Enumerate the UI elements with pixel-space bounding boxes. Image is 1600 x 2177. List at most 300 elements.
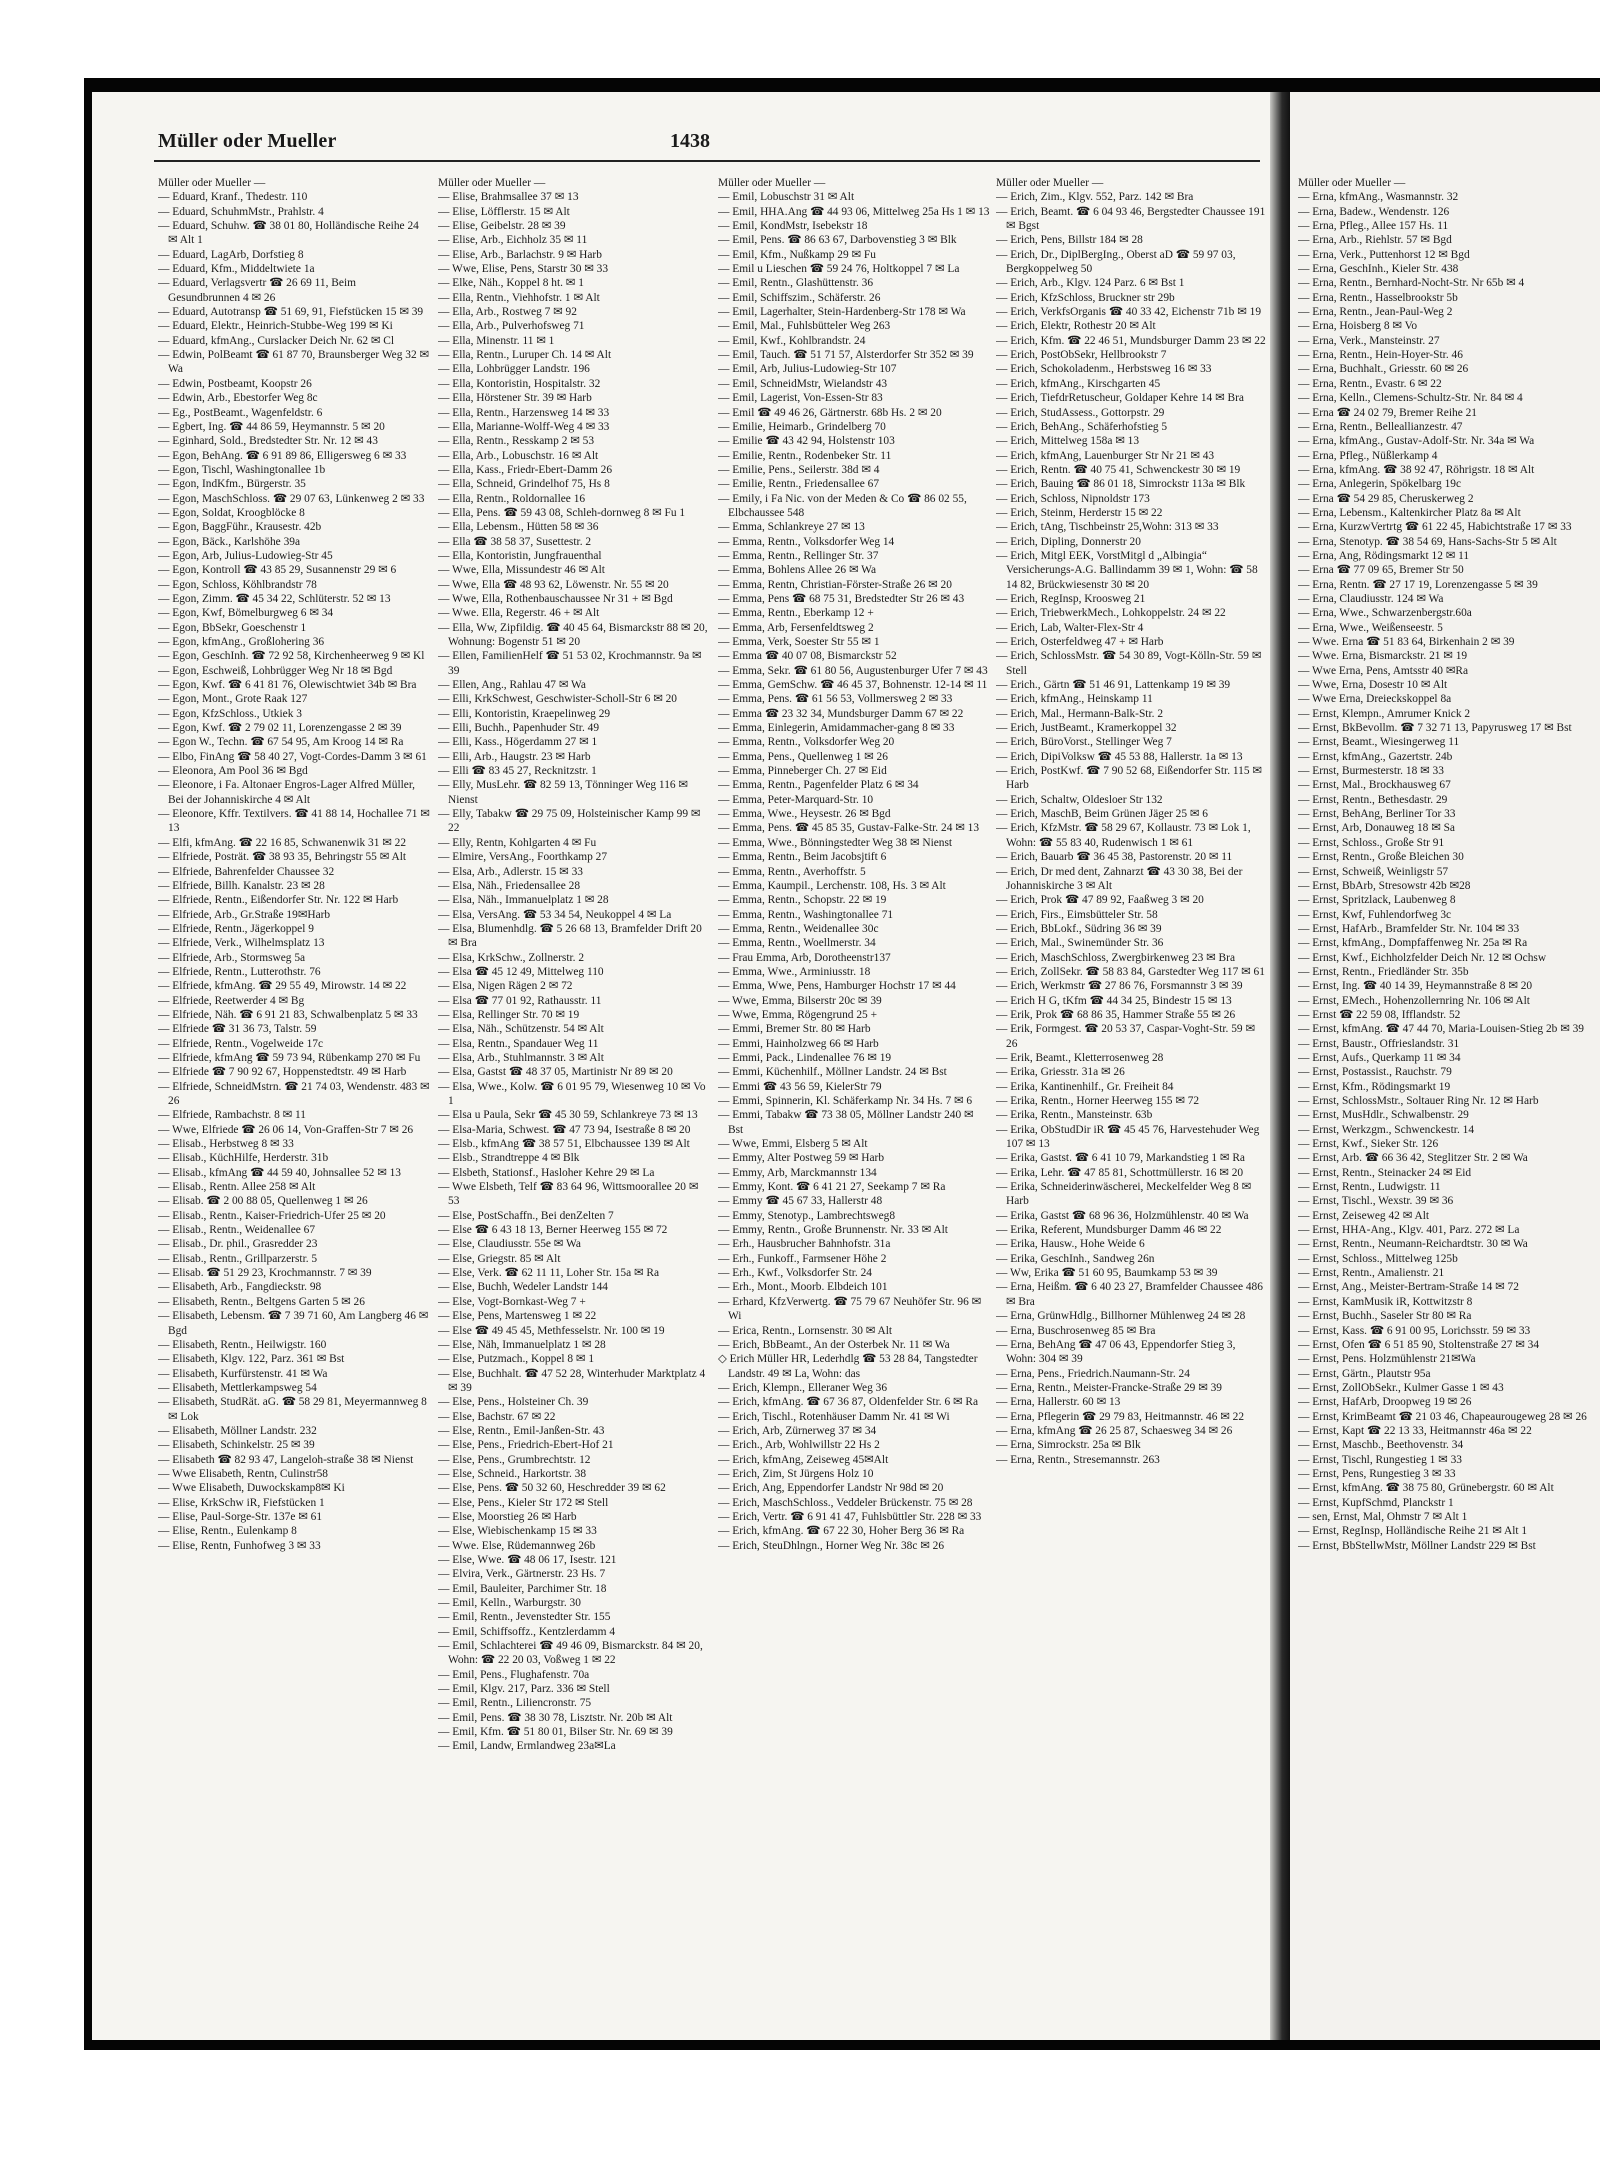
directory-entry: — Emmi, Bremer Str. 80 ✉ Harb: [718, 1023, 871, 1036]
directory-entry: — Erna, Badew., Wendenstr. 126: [1298, 205, 1450, 218]
directory-entry: — Ellen, Ang., Rahlau 47 ✉ Wa: [438, 679, 586, 692]
directory-entry: — Erh., Funkoff., Farmsener Höhe 2: [718, 1252, 887, 1265]
directory-entry: — Elsb., Strandtreppe 4 ✉ Blk: [438, 1152, 580, 1165]
directory-entry: — Erna, Pfleg., Nüßlerkamp 4: [1298, 449, 1438, 462]
directory-entry: — Erich, Zim, St Jürgens Holz 10: [718, 1467, 874, 1480]
directory-entry: — Ernst, Baustr., Offrieslandstr. 31: [1298, 1037, 1460, 1050]
directory-entry: — Emmy, Stenotyp., Lambrechtsweg8: [718, 1209, 896, 1222]
directory-entry: — Edwin, Arb., Ebestorfer Weg 8c: [158, 392, 318, 405]
directory-entry: — Erich, kfmAng. ☎ 67 22 30, Hoher Berg 36 ✉ Ra: [718, 1525, 965, 1538]
directory-entry: — Erich, Schaltw, Oldesloer Str 132: [996, 793, 1163, 806]
directory-entry: — Emil, SchneidMstr, Wielandstr 43: [718, 377, 888, 390]
directory-entry: — Ernst, Kwf, Fuhlendorfweg 3c: [1298, 908, 1452, 921]
directory-entry: — Else, Buchh, Wedeler Landstr 144: [438, 1281, 609, 1294]
directory-entry: — Emil u Lieschen ☎ 59 24 76, Holtkoppel 7 ✉ La: [718, 263, 960, 276]
directory-entry: — Ella, Marianne-Wolff-Weg 4 ✉ 33: [438, 420, 610, 433]
directory-entry: — Erna, Rentn., Bernhard-Nocht-Str. Nr 65b ✉ 4: [1298, 277, 1525, 290]
directory-entry: — Ernst, Rentn., Friedländer Str. 35b: [1298, 965, 1469, 978]
directory-entry: — Emilie, Rentn., Rodenbeker Str. 11: [718, 449, 892, 462]
column-heading: Müller oder Mueller —: [996, 177, 1104, 189]
directory-entry: — Elfriede, Posträt. ☎ 38 93 35, Behringstr 55 ✉ Alt: [158, 851, 407, 864]
directory-entry: — Emma, Rentn., Weidenallee 30c: [718, 922, 879, 935]
directory-entry: — Egon, kfmAng., Großlohering 36: [158, 636, 325, 648]
directory-entry: — Emma, Wwe., Arminiusstr. 18: [718, 965, 871, 978]
column-3: [718, 176, 990, 2026]
directory-entry: — Erna, Wwe., Schwarzenbergstr.60a: [1298, 607, 1472, 620]
directory-entry: — Erna, kfmAng., Gustav-Adolf-Str. Nr. 34a ✉ Wa: [1298, 435, 1535, 448]
directory-entry: — Egon, Kwf. ☎ 2 79 02 11, Lorenzengasse 2 ✉ 39: [158, 722, 402, 735]
directory-entry: — Erna, kfmAng. ☎ 38 92 47, Röhrigstr. 18 ✉ Alt: [1298, 463, 1535, 476]
directory-entry: — Erich, KfzSchloss, Bruckner str 29b: [996, 291, 1175, 304]
directory-entry: — Eduard, Kranf., Thedestr. 110: [158, 191, 308, 204]
directory-entry: — Erna ☎ 24 02 79, Bremer Reihe 21: [1298, 406, 1477, 419]
directory-entry: — Erich, Rentn. ☎ 40 75 41, Schwenckestr 30 ✉ 19: [996, 463, 1241, 476]
directory-entry: — Elfriede, SchneidMstrn. ☎ 21 74 03, Wendenstr. 483 ✉ 26: [158, 1080, 430, 1107]
directory-entry: — Emma, Arb, Fersenfeldtsweg 2: [718, 621, 874, 634]
directory-entry: — Egon, Tischl, Washingtonallee 1b: [158, 463, 326, 476]
directory-entry: — Elbo, FinAng ☎ 58 40 27, Vogt-Cordes-Damm 3 ✉ 61: [158, 750, 427, 763]
directory-entry: — Erich, DipiVolksw ☎ 45 53 88, Hallerstr. 1a ✉ 13: [996, 750, 1243, 763]
column-1: [158, 176, 430, 2026]
directory-entry: — Elise, Rentn, Funhofweg 3 ✉ 33: [158, 1539, 321, 1552]
directory-entry: — Erich, Kfm. ☎ 22 46 51, Mundsburger Damm 23 ✉ 22: [996, 334, 1266, 347]
directory-entry: — Emil, Schlachterei ☎ 49 46 09, Bismarckstr. 84 ✉ 20, Wohn: ☎ 22 20 03, Voßweg 1 ✉ 22: [438, 1640, 703, 1667]
column-heading: Müller oder Mueller —: [438, 177, 546, 189]
directory-entry: — Erh., Mont., Moorb. Elbdeich 101: [718, 1281, 888, 1294]
directory-entry: — Erh., Hausbrucher Bahnhofstr. 31a: [718, 1238, 891, 1251]
directory-entry: — Emil, Schiffsoffz., Kentzlerdamm 4: [438, 1625, 616, 1638]
directory-entry: — Ella, Kontoristin, Hospitalstr. 32: [438, 377, 601, 390]
directory-entry: — Emil, Lagerist, Von-Essen-Str 83: [718, 392, 883, 405]
directory-entry: — Emma, Rentn., Rellinger Str. 37: [718, 549, 879, 562]
directory-entry: — Elisabeth, StudRät. aG. ☎ 58 29 81, Meyermannweg 8 ✉ Lok: [158, 1396, 427, 1423]
directory-entry: — Elfriede, Rentn., Eißendorfer Str. Nr. 122 ✉ Harb: [158, 894, 399, 907]
page-title: Müller oder Mueller: [158, 130, 337, 152]
directory-entry: — Egon, Kontroll ☎ 43 85 29, Susannenstr 29 ✉ 6: [158, 564, 397, 577]
directory-entry: — Erna, Rentn. ☎ 27 17 19, Lorenzengasse 5 ✉ 39: [1298, 578, 1538, 591]
directory-entry: — Ernst, EMech., Hohenzollernring Nr. 106 ✉ Alt: [1298, 994, 1530, 1007]
directory-entry: — Emilie, Heimarb., Grindelberg 70: [718, 420, 886, 433]
directory-entry: — Elfriede, Bahrenfelder Chaussee 32: [158, 865, 335, 878]
directory-entry: — Elsb., kfmAng ☎ 38 57 51, Elbchaussee 139 ✉ Alt: [438, 1138, 690, 1151]
directory-entry: — Egon, BehAng. ☎ 6 91 89 86, Elligersweg 6 ✉ 33: [158, 449, 407, 462]
directory-entry: — Elli, Arb., Haugstr. 23 ✉ Harb: [438, 750, 591, 763]
directory-entry: — Ernst, Pens, Rungestieg 3 ✉ 33: [1298, 1467, 1456, 1480]
directory-entry: — Erika, Kantinenhilf., Gr. Freiheit 84: [996, 1080, 1174, 1093]
directory-entry: — Erich, Arb., Klgv. 124 Parz. 6 ✉ Bst 1: [996, 277, 1185, 290]
directory-entry: — Emil, Landw, Ermlandweg 23a✉La: [438, 1740, 616, 1753]
directory-entry: — Emil, Pens. ☎ 86 63 67, Darbovenstieg 3 ✉ Blk: [718, 234, 957, 247]
directory-entry: — Eginhard, Sold., Bredstedter Str. Nr. 12 ✉ 43: [158, 435, 378, 448]
directory-entry: — Ernst, Burmesterstr. 18 ✉ 33: [1298, 765, 1444, 778]
directory-entry: — Ella, Rentn., Luruper Ch. 14 ✉ Alt: [438, 349, 612, 362]
directory-entry: — Erik, Beamt., Kletterrosenweg 28: [996, 1051, 1164, 1064]
directory-entry: — Erich H G, tKfm ☎ 44 34 25, Bindestr 15 ✉ 13: [996, 994, 1232, 1007]
directory-entry: — Erich, tAng, Tischbeinstr 25,Wohn: 313 ✉ 33: [996, 521, 1219, 534]
directory-entry: — Erich, Schloss, Nipnoldstr 173: [996, 492, 1150, 505]
directory-entry: — Elisab., Rentn. Allee 258 ✉ Alt: [158, 1181, 316, 1194]
directory-entry: — Ernst, Mal., Brockhausweg 67: [1298, 779, 1451, 792]
directory-entry: — Egon, Mont., Grote Raak 127: [158, 693, 308, 706]
directory-entry: — Erich, Mal., Hermann-Balk-Str. 2: [996, 707, 1164, 720]
directory-entry: — Eduard, Elektr., Heinrich-Stubbe-Weg 199 ✉ Ki: [158, 320, 393, 333]
directory-entry: — Erna, Verk., Mansteinstr. 27: [1298, 334, 1440, 347]
directory-entry: — Elke, Näh., Koppel 8 ht. ✉ 1: [438, 277, 584, 290]
directory-entry: — Emmy, Alter Postweg 59 ✉ Harb: [718, 1152, 885, 1165]
directory-entry: — Elsa, Näh., Immanuelplatz 1 ✉ 28: [438, 894, 609, 907]
directory-entry: — Elli, Buchh., Papenhuder Str. 49: [438, 722, 600, 735]
directory-entry: — Emma, Rentn., Eberkamp 12 +: [718, 607, 874, 620]
directory-entry: — Else, Moorstieg 26 ✉ Harb: [438, 1510, 577, 1523]
directory-entry: — Emmy ☎ 45 67 33, Hallerstr 48: [718, 1195, 883, 1208]
directory-entry: — Wwe, Ella, Rothenbauschaussee Nr 31 + ✉ Bgd: [438, 592, 673, 605]
directory-entry: — Erich, Firs., Eimsbütteler Str. 58: [996, 908, 1158, 921]
directory-entry: — Elfriede, kfmAng. ☎ 29 55 49, Mirowstr. 14 ✉ 22: [158, 980, 407, 993]
directory-entry: — Eduard, Schuhw. ☎ 38 01 80, Holländische Reihe 24 ✉ Alt 1: [158, 220, 419, 247]
directory-entry: — Ernst, HafArb., Bramfelder Str. Nr. 104 ✉ 33: [1298, 922, 1520, 935]
column-4: [996, 176, 1268, 2026]
directory-entry: — Ernst, Klempn., Amrumer Knick 2: [1298, 707, 1471, 720]
directory-entry: — Emil, Kfm., Nußkamp 29 ✉ Fu: [718, 248, 876, 261]
directory-entry: — Ernst, Beamt., Wiesingerweg 11: [1298, 736, 1460, 749]
directory-entry: — Erich, Pens, Billstr 184 ✉ 28: [996, 234, 1143, 247]
directory-entry: — Emmy, Arb, Marckmannstr 134: [718, 1166, 877, 1179]
column-heading: Müller oder Mueller —: [1298, 177, 1406, 189]
directory-entry: — Emil, Kwf., Kohlbrandstr. 24: [718, 334, 866, 347]
directory-entry: — Else, Pens., Holsteiner Ch. 39: [438, 1396, 589, 1409]
directory-entry: — Erich, TriebwerkMech., Lohkoppelstr. 24 ✉ 22: [996, 607, 1226, 620]
directory-entry: — Emma, Rentn., Pagenfelder Platz 6 ✉ 34: [718, 779, 919, 792]
directory-entry: — Erna, Pfleg., Allee 157 Hs. 11: [1298, 220, 1449, 233]
directory-entry: — Ernst, SchlossMstr., Soltauer Ring Nr. 12 ✉ Harb: [1298, 1095, 1539, 1107]
column-2: [438, 176, 710, 2026]
directory-entry: — Emil, Rentn., Glashüttenstr. 36: [718, 277, 874, 290]
directory-entry: — Erna, Rentn., Hein-Hoyer-Str. 46: [1298, 349, 1463, 362]
directory-entry: — Else, Näh, Immanuelplatz 1 ✉ 28: [438, 1338, 606, 1351]
directory-entry: — Erna, Claudiusstr. 124 ✉ Wa: [1298, 592, 1444, 605]
directory-entry: — Egon, Soldat, Kroogblöcke 8: [158, 506, 305, 519]
directory-entry: — Elfriede ☎ 31 36 73, Talstr. 59: [158, 1023, 317, 1036]
page-number: 1438: [670, 130, 710, 152]
directory-entry: — Egon, Kwf. ☎ 6 41 81 76, Olewischtwiet 34b ✉ Bra: [158, 679, 417, 692]
directory-entry: — Wwe, Ella ☎ 48 93 62, Löwenstr. Nr. 55 ✉ 20: [438, 578, 669, 591]
directory-entry: — Emmi, Tabakw ☎ 73 38 05, Möllner Landstr 240 ✉ Bst: [718, 1109, 974, 1136]
directory-entry: — Erich, Osterfeldweg 47 + ✉ Harb: [996, 636, 1164, 648]
directory-entry: — Emil, Tauch. ☎ 51 71 57, Alsterdorfer Str 352 ✉ 39: [718, 349, 974, 362]
directory-entry: — Erich, kfmAng., Kirschgarten 45: [996, 377, 1161, 390]
directory-entry: — Elsa, Rentn., Spandauer Weg 11: [438, 1037, 599, 1050]
directory-entry: — Emma, Kaumpil., Lerchenstr. 108, Hs. 3 ✉ Alt: [718, 879, 946, 892]
column-heading: Müller oder Mueller —: [158, 177, 266, 189]
directory-entry: — Ella, Minenstr. 11 ✉ 1: [438, 334, 555, 347]
header-rule: [154, 160, 1260, 162]
directory-entry: — Erich, SchlossMstr. ☎ 54 30 89, Vogt-Kölln-Str. 59 ✉ Stell: [996, 650, 1262, 677]
directory-entry: — Elisabeth, Rentn., Beltgens Garten 5 ✉ 26: [158, 1295, 365, 1308]
directory-entry: — Elfriede, Rentn., Lutterothstr. 76: [158, 965, 321, 978]
directory-entry: — Emil, Arb, Julius-Ludowieg-Str 107: [718, 363, 897, 376]
directory-entry: — Egon, Zimm. ☎ 45 34 22, Schlüterstr. 52 ✉ 13: [158, 592, 391, 605]
directory-entry: — Erich, JustBeamt., Kramerkoppel 32: [996, 722, 1177, 735]
directory-entry: — Ernst, BbStellwMstr, Möllner Landstr 229 ✉ Bst: [1298, 1539, 1536, 1552]
directory-entry: — Elisab., Rentn., Kaiser-Friedrich-Ufer 25 ✉ 20: [158, 1209, 386, 1222]
directory-entry: — Emma, Pens., Quellenweg 1 ✉ 26: [718, 750, 888, 763]
directory-entry: — Ernst, Zeiseweg 42 ✉ Alt: [1298, 1209, 1430, 1222]
directory-entry: — Emma, Sekr. ☎ 61 80 56, Augustenburger Ufer 7 ✉ 43: [718, 664, 988, 677]
directory-entry: — Erna, Rentn., Meister-Francke-Straße 29 ✉ 39: [996, 1381, 1222, 1394]
directory-entry: — Else, Pens, Martensweg 1 ✉ 22: [438, 1310, 597, 1323]
directory-entry: — Erich, Dipling, Donnerstr 20: [996, 535, 1141, 548]
directory-entry: — Else, Wwe. ☎ 48 06 17, Isestr. 121: [438, 1554, 617, 1566]
directory-entry: — Elli, Kontoristin, Kraepelinweg 29: [438, 707, 611, 720]
directory-entry: — Elise, Arb., Barlachstr. 9 ✉ Harb: [438, 248, 602, 261]
directory-entry: — Elfriede, Arb., Gr.Straße 19✉Harb: [158, 908, 331, 921]
directory-entry: — Erika, Schneiderinwäscherei, Meckelfelder Weg 8 ✉ Harb: [996, 1181, 1252, 1208]
directory-entry: — Erich, Arb, Zürnerweg 37 ✉ 34: [718, 1424, 877, 1437]
directory-entry: — Elsa, Blumenhdlg. ☎ 5 26 68 13, Bramfelder Drift 20 ✉ Bra: [438, 922, 702, 950]
directory-entry: — Erich, kfmAng, Lauenburger Str Nr 21 ✉ 43: [996, 449, 1215, 462]
directory-entry: — Erhard, KfzVerwertg. ☎ 75 79 67 Neuhöfer Str. 96 ✉ Wi: [718, 1295, 982, 1323]
directory-entry: — Eleonore, i Fa. Altonaer Engros-Lager Alfred Müller, Bei der Johanniskirche 4 ✉ Alt: [158, 779, 416, 806]
directory-entry: — Erna, GeschInh., Kieler Str. 438: [1298, 263, 1459, 276]
directory-entry: — Ernst, Rentn., Bethesdastr. 29: [1298, 793, 1448, 806]
directory-entry: — Erich, Beamt. ☎ 6 04 93 46, Bergstedter Chaussee 191 ✉ Bgst: [996, 205, 1266, 233]
directory-entry: — Elsa, Arb., Stuhlmannstr. 3 ✉ Alt: [438, 1051, 604, 1064]
directory-entry: — Ella, Pens. ☎ 59 43 08, Schleh-dornweg 8 ✉ Fu 1: [438, 506, 686, 519]
directory-entry: — Ernst, Kfm., Rödingsmarkt 19: [1298, 1080, 1451, 1093]
directory-entry: — Elfriede ☎ 7 90 92 67, Hoppenstedtstr. 49 ✉ Harb: [158, 1066, 407, 1079]
directory-entry: — Erich, Vertr. ☎ 6 91 41 47, Fuhlsbüttler Str. 228 ✉ 33: [718, 1510, 982, 1523]
directory-entry: — Elise, Paul-Sorge-Str. 137e ✉ 61: [158, 1510, 323, 1523]
directory-entry: — Emma, Wwe., Heysestr. 26 ✉ Bgd: [718, 808, 891, 821]
directory-entry: — Ernst, HHA-Ang., Klgv. 401, Parz. 272 ✉ La: [1298, 1224, 1520, 1237]
directory-entry: — Else, Schneid., Harkortstr. 38: [438, 1467, 587, 1480]
directory-entry: — Wwe, Emma, Rögengrund 25 +: [718, 1008, 878, 1021]
directory-entry: — Erich, PostObSekr, Hellbrookstr 7: [996, 349, 1167, 362]
directory-entry: — Elisabeth, Lebensm. ☎ 7 39 71 60, Am Langberg 46 ✉ Bgd: [158, 1310, 429, 1337]
directory-entry: — Erich, Mitgl EEK, VorstMitgl d „Albingia“ Versicherungs-A.G. Ballindamm 39 ✉ 1, Wohn: ☎ 58 14 82, Brückwiesenstr 30 ✉ 20: [996, 549, 1258, 591]
directory-entry: — Eduard, LagArb, Dorfstieg 8: [158, 248, 304, 261]
directory-entry: — Ernst, Kass. ☎ 6 91 00 95, Lorichsstr. 59 ✉ 33: [1298, 1324, 1531, 1337]
directory-entry: — Egon, KfzSchloss., Utkiek 3: [158, 707, 302, 720]
directory-entry: — Erna, Rentn., Jean-Paul-Weg 2: [1298, 306, 1453, 319]
directory-entry: — Emil, KondMstr, Isebekstr 18: [718, 220, 868, 233]
directory-entry: — Elisabeth, Arb., Fangdieckstr. 98: [158, 1281, 322, 1294]
directory-entry: — Erich, kfmAng, Zeiseweg 45✉Alt: [718, 1453, 889, 1466]
directory-entry: — Elisab. ☎ 51 29 23, Krochmannstr. 7 ✉ 39: [158, 1267, 372, 1280]
directory-entry: — Emil, Mal., Fuhlsbütteler Weg 263: [718, 320, 891, 333]
directory-entry: — Erika, ObStudDir iR ☎ 45 45 76, Harvestehuder Weg 107 ✉ 13: [996, 1123, 1260, 1151]
directory-entry: — Erna, Rentn., Stresemannstr. 263: [996, 1453, 1160, 1466]
directory-entry: — Emil, Pens. ☎ 38 30 78, Lisztstr. Nr. 20b ✉ Alt: [438, 1711, 673, 1724]
directory-entry: — Wwe, Erna, Dosestr 10 ✉ Alt: [1298, 679, 1448, 692]
directory-entry: — Erna, Pens., Friedrich.Naumann-Str. 24: [996, 1367, 1190, 1380]
directory-entry: — Egon, Kwf, Bömelburgweg 6 ✉ 34: [158, 607, 334, 620]
directory-entry: — Eduard, Verlagsvertr ☎ 26 69 11, Beim Gesundbrunnen 4 ✉ 26: [158, 277, 356, 304]
directory-entry: — Emma, Wwe., Bönningstedter Weg 38 ✉ Nienst: [718, 836, 953, 849]
directory-entry: — Erna, kfmAng ☎ 26 25 87, Schaesweg 34 ✉ 26: [996, 1424, 1233, 1437]
directory-entry: — Elisab., KüchHilfe, Herderstr. 31b: [158, 1152, 329, 1165]
directory-entry: — Elvira, Verk., Gärtnerstr. 23 Hs. 7: [438, 1568, 606, 1581]
directory-entry: — Erich, Ang, Eppendorfer Landstr Nr 98d ✉ 20: [718, 1482, 944, 1495]
directory-entry: — Erika, Hausw., Hohe Weide 6: [996, 1238, 1145, 1251]
directory-entry: — Ella, Arb., Lobuschstr. 16 ✉ Alt: [438, 449, 599, 462]
directory-entry: — Emil ☎ 49 46 26, Gärtnerstr. 68b Hs. 2 ✉ 20: [718, 406, 942, 419]
directory-entry: — Erna, Buchhalt., Griesstr. 60 ✉ 26: [1298, 363, 1469, 376]
directory-entry: — Ella, Lohbrügger Landstr. 196: [438, 363, 590, 376]
directory-entry: — Ernst, Arb. ☎ 66 36 42, Steglitzer Str. 2 ✉ Wa: [1298, 1152, 1528, 1165]
directory-entry: — Ernst, Rentn., Neumann-Reichardtstr. 30 ✉ Wa: [1298, 1238, 1528, 1251]
directory-entry: — Ernst, Rentn., Steinacker 24 ✉ Eid: [1298, 1166, 1472, 1179]
directory-entry: — Erich., Gärtn ☎ 51 46 91, Lattenkamp 19 ✉ 39: [996, 679, 1231, 692]
directory-entry: — Elisabeth, Klgv. 122, Parz. 361 ✉ Bst: [158, 1353, 345, 1366]
directory-entry: — Ernst, Ing. ☎ 40 14 39, Heymannstraße 8 ✉ 20: [1298, 980, 1533, 993]
directory-entry: — Ernst, Gärtn., Plautstr 95a: [1298, 1367, 1431, 1380]
directory-entry: — Erich, KfzMstr. ☎ 58 29 67, Kollaustr. 73 ✉ Lok 1, Wohn: ☎ 55 83 40, Rudenwisch 1 ✉ 61: [996, 822, 1251, 849]
directory-entry: — Emil, HHA.Ang ☎ 44 93 06, Mittelweg 25a Hs 1 ✉ 13: [718, 205, 990, 218]
directory-entry: — Elsa, Rellinger Str. 70 ✉ 19: [438, 1008, 580, 1021]
directory-entry: — Erika, Gastst. ☎ 6 41 10 79, Markandstieg 1 ✉ Ra: [996, 1152, 1245, 1165]
directory-entry: — Elisab., Dr. phil., Grasredder 23: [158, 1238, 318, 1251]
directory-entry: — Emma ☎ 40 07 08, Bismarckstr 52: [718, 650, 897, 663]
directory-entry: — Eduard, SchuhmMstr., Prahlstr. 4: [158, 205, 324, 218]
directory-entry: — Wwe. Erna, Bismarckstr. 21 ✉ 19: [1298, 650, 1468, 663]
directory-entry: — Emil, Kfm. ☎ 51 80 01, Bilser Str. Nr. 69 ✉ 39: [438, 1726, 673, 1739]
directory-entry: — Elfriede, Rambachstr. 8 ✉ 11: [158, 1109, 306, 1122]
directory-entry: — Erna, Buschrosenweg 85 ✉ Bra: [996, 1324, 1156, 1337]
directory-entry: — Erich, Prok ☎ 47 89 92, Faaßweg 3 ✉ 20: [996, 894, 1204, 907]
directory-entry: — Else ☎ 49 45 45, Methfesselstr. Nr. 100 ✉ 19: [438, 1324, 665, 1337]
directory-entry: — Ernst, KrimBeamt ☎ 21 03 46, Chapeaurougeweg 28 ✉ 26: [1298, 1410, 1587, 1423]
directory-entry: — Ernst, Tischl, Rungestieg 1 ✉ 33: [1298, 1453, 1462, 1466]
directory-entry: — Ernst, BkBevollm. ☎ 7 32 71 13, Papyrusweg 17 ✉ Bst: [1298, 722, 1572, 735]
directory-entry: — Ernst, Spritzlack, Laubenweg 8: [1298, 894, 1456, 907]
directory-entry: — Wwe, Elfriede ☎ 26 06 14, Von-Graffen-Str 7 ✉ 26: [158, 1123, 414, 1136]
directory-entry: — Erh., Kwf., Volksdorfer Str. 24: [718, 1267, 872, 1280]
directory-entry: — Ella, Rentn., Roldornallee 16: [438, 492, 586, 505]
directory-entry: — Wwe Erna, Pens, Amtsstr 40 ✉Ra: [1298, 664, 1469, 677]
directory-entry: — Ella, Kass., Friedr-Ebert-Damm 26: [438, 463, 613, 476]
directory-entry: — Elsa, Nigen Rägen 2 ✉ 72: [438, 980, 573, 993]
directory-entry: — Elsa, Wwe., Kolw. ☎ 6 01 95 79, Wiesenweg 10 ✉ Vo 1: [438, 1080, 706, 1107]
directory-entry: — Else, Pens., Grumbrechtstr. 12: [438, 1453, 591, 1466]
directory-entry: — Eduard, kfmAng., Curslacker Deich Nr. 62 ✉ Cl: [158, 334, 395, 347]
directory-page: [92, 92, 1270, 2040]
directory-entry: — Erika, GeschInh., Sandweg 26n: [996, 1252, 1155, 1265]
directory-entry: — Emilie ☎ 43 42 94, Holstenstr 103: [718, 435, 895, 448]
directory-entry: — Else, PostSchaffn., Bei denZelten 7: [438, 1209, 614, 1222]
directory-entry: — Emma, Schlankreye 27 ✉ 13: [718, 521, 865, 534]
directory-entry: — Erna, Ang, Rödingsmarkt 12 ✉ 11: [1298, 549, 1470, 562]
directory-entry: — Erich, StudAssess., Gottorpstr. 29: [996, 406, 1165, 419]
directory-entry: — Elfriede, Verk., Wilhelmsplatz 13: [158, 937, 325, 950]
directory-entry: — Emil, Rentn., Liliencronstr. 75: [438, 1697, 592, 1710]
directory-entry: — Emil, Rentn., Jevenstedter Str. 155: [438, 1611, 611, 1624]
directory-entry: — Elisab., kfmAng ☎ 44 59 40, Johnsallee 52 ✉ 13: [158, 1166, 401, 1179]
directory-entry: — Elfriede, Reetwerder 4 ✉ Bg: [158, 994, 305, 1007]
directory-entry: — Ernst, kfmAng. ☎ 38 75 80, Grünebergstr. 60 ✉ Alt: [1298, 1482, 1554, 1495]
directory-entry: — Erich, Mal., Swinemünder Str. 36: [996, 937, 1164, 950]
directory-entry: — Egon, IndKfm., Bürgerstr. 35: [158, 478, 306, 491]
directory-entry: — Egon, Schloss, Köhlbrandstr 78: [158, 578, 317, 591]
directory-entry: — Erich, Dr med dent, Zahnarzt ☎ 43 30 38, Bei der Johanniskirche 3 ✉ Alt: [996, 865, 1243, 892]
directory-entry: — Ernst, Rentn., Ludwigstr. 11: [1298, 1181, 1441, 1194]
directory-entry: — Else, Verk. ☎ 62 11 11, Loher Str. 15a ✉ Ra: [438, 1267, 660, 1280]
directory-entry: — Elfriede, Rentn., Vogelweide 17c: [158, 1037, 324, 1050]
directory-entry: — Erna, kfmAng., Wasmannstr. 32: [1298, 191, 1459, 204]
directory-entry: — Elli, Kass., Högerdamm 27 ✉ 1: [438, 736, 598, 749]
directory-entry: — Emma, Pens. ☎ 45 85 35, Gustav-Falke-Str. 24 ✉ 13: [718, 822, 980, 835]
directory-entry: — Emma, Pinneberger Ch. 27 ✉ Eid: [718, 765, 887, 778]
directory-entry: — Frau Emma, Arb, Dorotheenstr137: [718, 951, 891, 964]
directory-entry: — Emil, Bauleiter, Parchimer Str. 18: [438, 1582, 607, 1595]
directory-entry: — Erna, Arb., Riehlstr. 57 ✉ Bgd: [1298, 234, 1452, 247]
directory-entry: — Wwe. Else, Rüdemannweg 26b: [438, 1539, 596, 1552]
directory-entry: — Erik, Formgest. ☎ 20 53 37, Caspar-Voght-Str. 59 ✉ 26: [996, 1023, 1256, 1050]
directory-entry: — Ernst, MusHdlr., Schwalbenstr. 29: [1298, 1109, 1469, 1122]
directory-entry: — Elsa, Näh., Friedensallee 28: [438, 879, 581, 892]
directory-entry: — Ella, Rentn., Resskamp 2 ✉ 53: [438, 435, 595, 448]
directory-entry: — Ernst, Pens. Holzmühlenstr 21✉Wa: [1298, 1353, 1476, 1366]
directory-entry: — Elly, MusLehr. ☎ 82 59 13, Tönninger Weg 116 ✉ Nienst: [438, 779, 688, 806]
directory-entry: — Else, Vogt-Bornkast-Weg 7 +: [438, 1295, 586, 1308]
directory-entry: — Ernst, Postassist., Rauchstr. 79: [1298, 1066, 1452, 1079]
directory-entry: — Ernst, Maschb., Beethovenstr. 34: [1298, 1439, 1464, 1452]
directory-entry: — Elsa-Maria, Schwest. ☎ 47 73 94, Isestraße 8 ✉ 20: [438, 1123, 691, 1136]
directory-entry: — Erich, Mittelweg 158a ✉ 13: [996, 435, 1140, 448]
directory-entry: — Ernst, Schweiß, Weinligstr 57: [1298, 865, 1449, 878]
directory-entry: — Else, Pens., Kieler Str 172 ✉ Stell: [438, 1496, 609, 1509]
directory-entry: — Erika, Lehr. ☎ 47 85 81, Schottmüllerstr. 16 ✉ 20: [996, 1166, 1244, 1179]
directory-entry: — Erik, Prok ☎ 68 86 35, Hammer Straße 55 ✉ 26: [996, 1008, 1236, 1021]
directory-entry: — Ella, Rentn., Viehhofstr. 1 ✉ Alt: [438, 291, 600, 304]
directory-entry: — Ella, Ww, Zipfildig. ☎ 40 45 64, Bismarckstr 88 ✉ 20, Wohnung: Bogenstr 51 ✉ 20: [438, 621, 708, 648]
directory-entry: — Erich, kfmAng., Heinskamp 11: [996, 693, 1153, 706]
directory-entry: — Emmy, Rentn., Große Brunnenstr. Nr. 33 ✉ Alt: [718, 1224, 948, 1237]
directory-entry: — Ernst, Tischl., Wexstr. 39 ✉ 36: [1298, 1195, 1454, 1208]
directory-entry: — Erich, Bauing ☎ 86 01 18, Simrockstr 113a ✉ Blk: [996, 478, 1246, 491]
directory-entry: — Wwe Elisabeth, Duwockskamp8✉ Ki: [158, 1482, 345, 1495]
directory-entry: — Egon, Eschweiß, Lohbrügger Weg Nr 18 ✉ Bgd: [158, 664, 393, 677]
directory-entry: — Ernst, Aufs., Querkamp 11 ✉ 34: [1298, 1051, 1461, 1064]
directory-entry: — Elsa, KrkSchw., Zollnerstr. 2: [438, 951, 585, 964]
directory-entry: — Elfriede, Näh. ☎ 6 91 21 83, Schwalbenplatz 5 ✉ 33: [158, 1008, 418, 1021]
directory-entry: — Ernst, Werkzgm., Schwenckestr. 14: [1298, 1123, 1475, 1136]
directory-entry: — Ella ☎ 38 58 37, Susettestr. 2: [438, 535, 592, 548]
directory-entry: — Ernst, Kapt ☎ 22 13 33, Heitmannstr 46a ✉ 22: [1298, 1424, 1532, 1437]
directory-entry: — Egbert, Ing. ☎ 44 86 59, Heymannstr. 5 ✉ 20: [158, 420, 385, 433]
directory-entry: — Ernst, KamMusik iR, Kottwitzstr 8: [1298, 1295, 1473, 1308]
directory-entry: — Elise, Rentn., Eulenkamp 8: [158, 1525, 297, 1538]
directory-entry: — Eg., PostBeamt., Wagenfeldstr. 6: [158, 406, 323, 419]
directory-entry: — Elsa, Arb., Adlerstr. 15 ✉ 33: [438, 865, 583, 878]
directory-entry: — Emma, Verk, Soester Str 55 ✉ 1: [718, 636, 880, 648]
directory-entry: — Ernst, Schloss., Mittelweg 125b: [1298, 1252, 1458, 1265]
directory-entry: — Egon, GeschInh. ☎ 72 92 58, Kirchenheerweg 9 ✉ Kl: [158, 650, 425, 663]
directory-entry: — Ernst, Ang., Meister-Bertram-Straße 14 ✉ 72: [1298, 1281, 1519, 1294]
directory-entry: — Egon, Bäck., Karlshöhe 39a: [158, 535, 301, 548]
directory-entry: — Wwe, Elise, Pens, Starstr 30 ✉ 33: [438, 263, 609, 276]
directory-entry: — Elisab., Rentn., Grillparzerstr. 5: [158, 1252, 318, 1265]
directory-entry: — Elisab. ☎ 2 00 88 05, Quellenweg 1 ✉ 26: [158, 1195, 368, 1208]
directory-entry: — Else, Pens. ☎ 50 32 60, Heschredder 39 ✉ 62: [438, 1482, 666, 1495]
directory-entry: — Ella, Schneid, Grindelhof 75, Hs 8: [438, 478, 610, 491]
directory-entry: — sen, Ernst, Mal, Ohmstr 7 ✉ Alt 1: [1298, 1510, 1468, 1523]
directory-entry: — Erich, Werkmstr ☎ 27 86 76, Forsmannstr 3 ✉ 39: [996, 980, 1243, 993]
directory-entry: — Ernst, kfmAng. ☎ 47 44 70, Maria-Louisen-Stieg 2b ✉ 39: [1298, 1023, 1585, 1036]
directory-entry: — Elmire, VersAng., Foorthkamp 27: [438, 851, 608, 864]
directory-entry: — Elfriede, Billh. Kanalstr. 23 ✉ 28: [158, 879, 325, 892]
directory-entry: — Elise, KrkSchw iR, Fiefstücken 1: [158, 1496, 325, 1509]
